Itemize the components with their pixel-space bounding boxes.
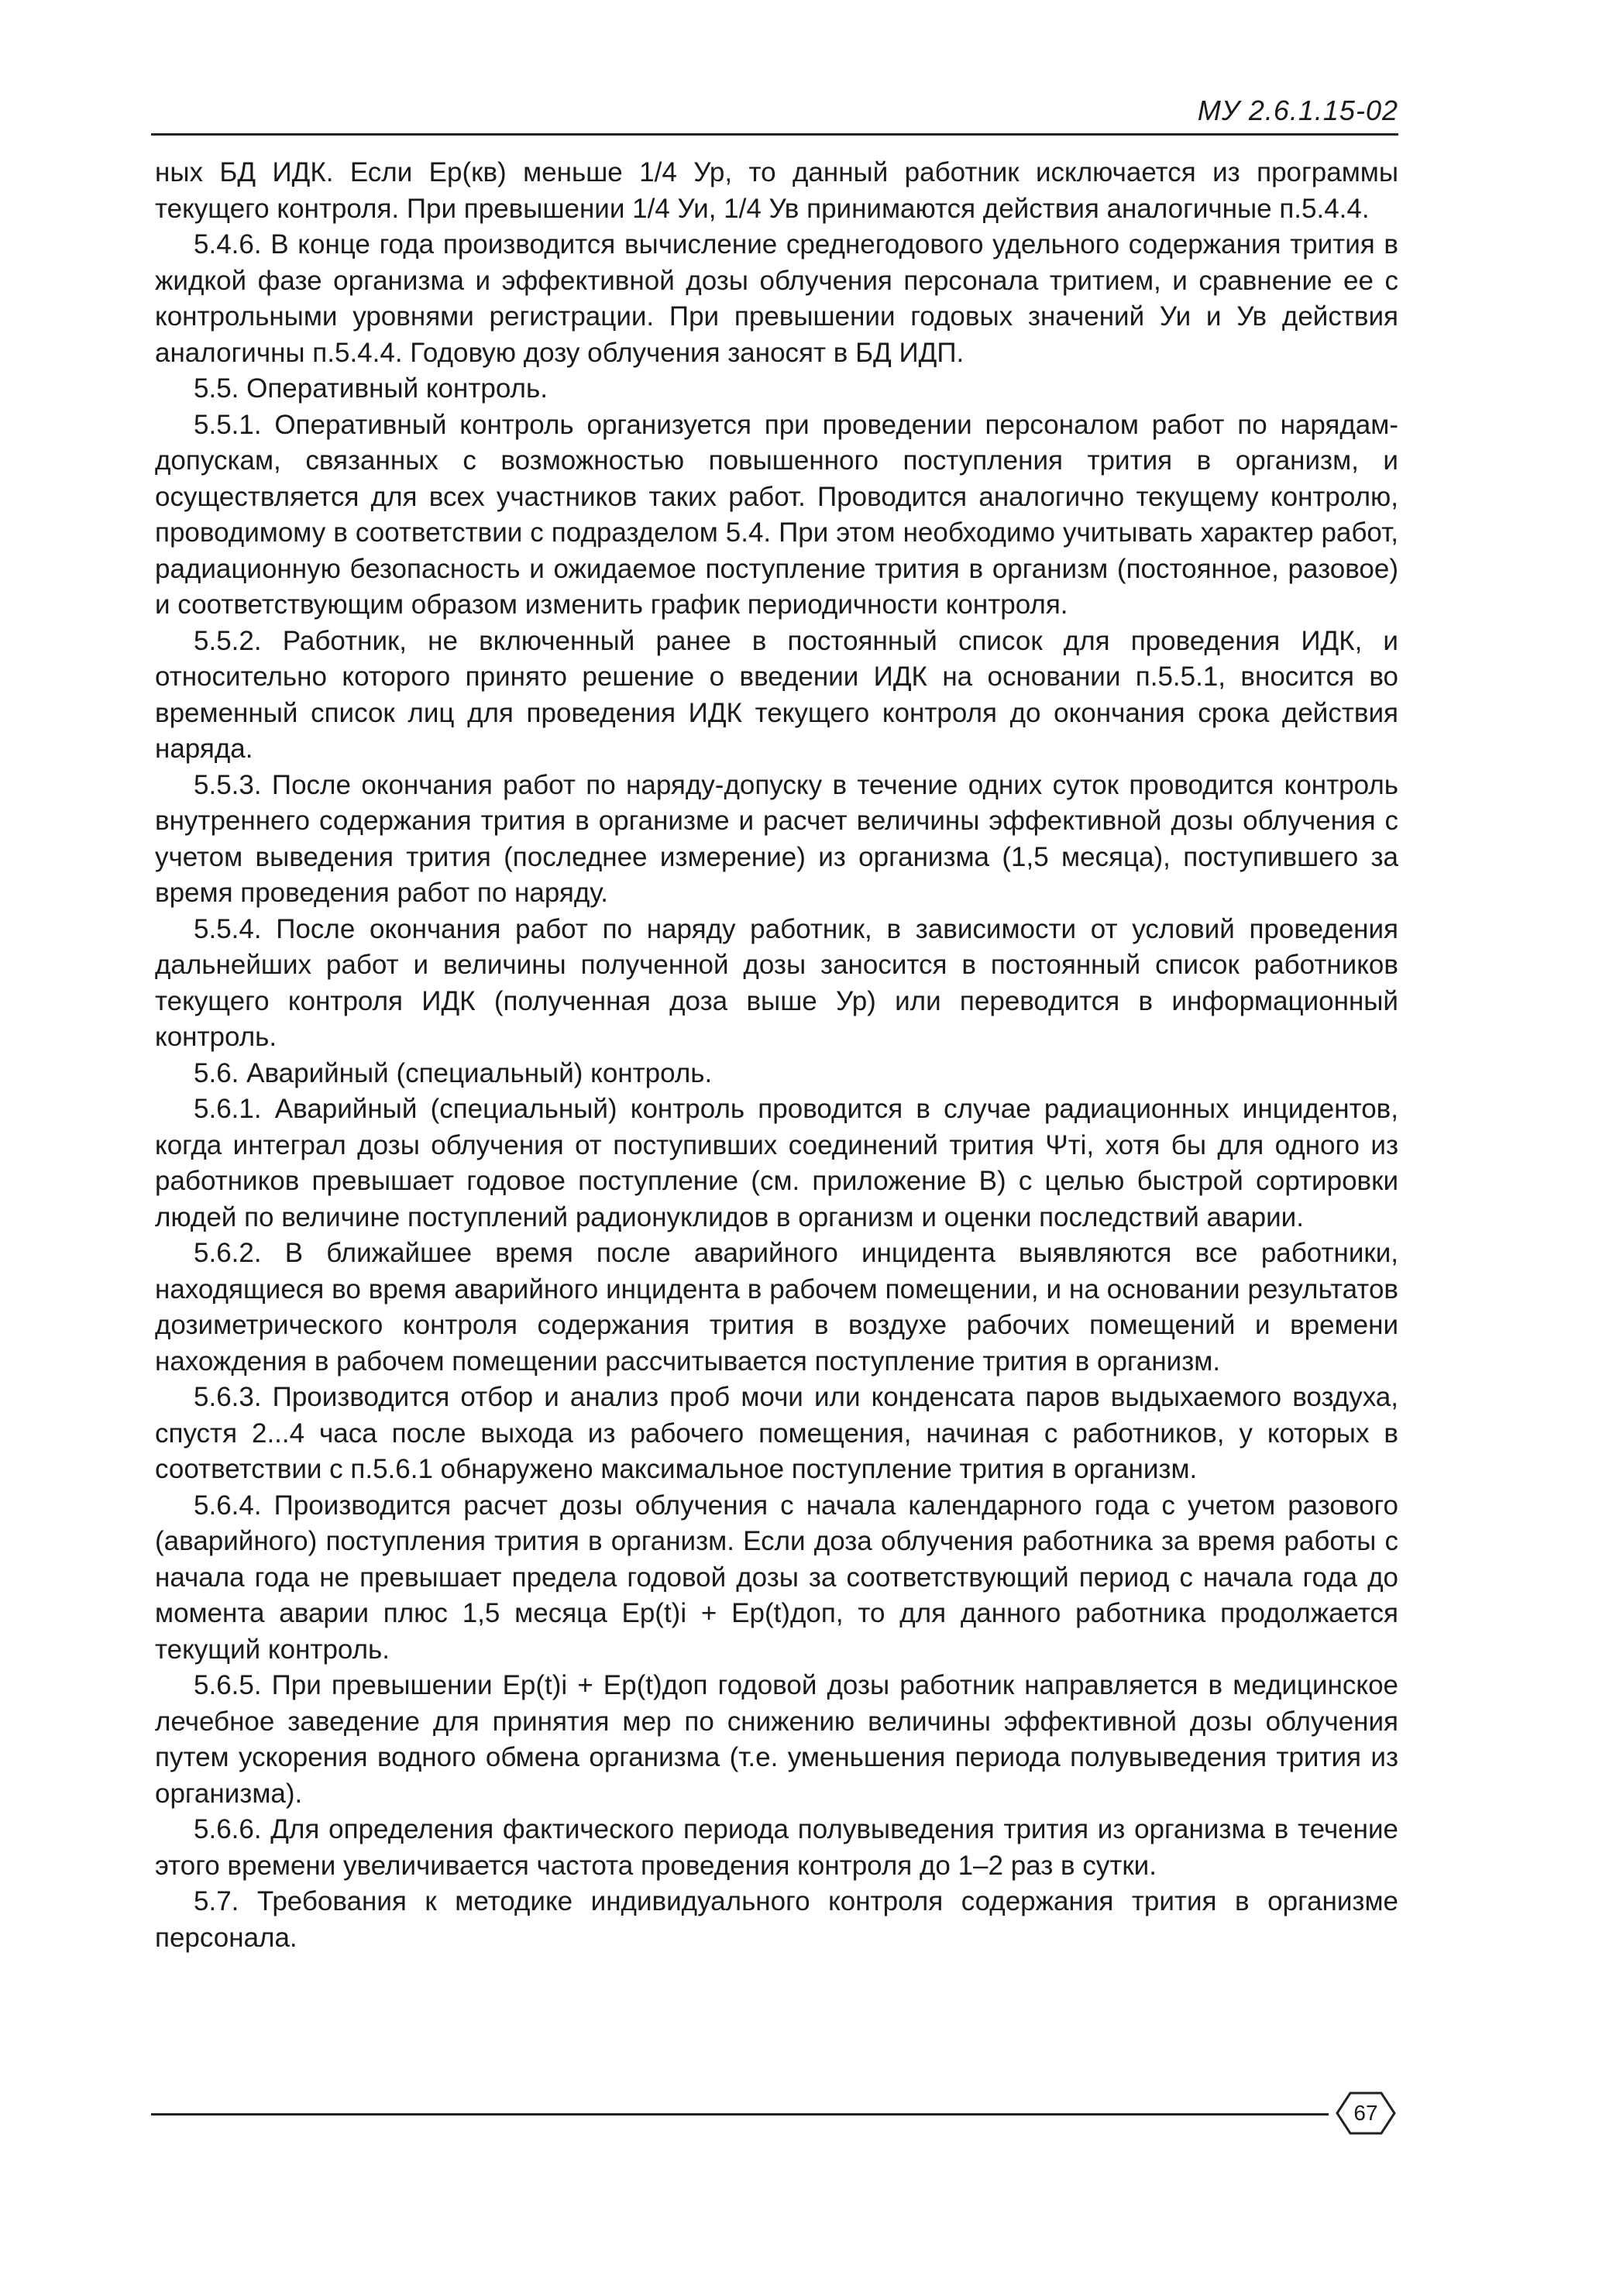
footer-rule <box>151 2113 1329 2116</box>
section-heading: 5.6. Аварийный (специальный) контроль. <box>194 1057 713 1088</box>
paragraph: 5.5.1. Оперативный контроль организуется при проведении персоналом работ по нарядам-допускам, связанных с возможностью повышенного поступления трития в организм, и осуществляется для всех участников таких работ. Проводится аналогично текущему контролю, проводимому в соответствии с подразделом 5.4. При этом необходимо учитывать характер работ, радиационную безопасность и ожидаемое поступление трития в организм (постоянное, разовое) и соответствующим образом изменить график периодичности контроля. <box>155 409 1398 620</box>
page-number: 67 <box>1353 2101 1378 2125</box>
paragraph: 5.7. Требования к методике индивидуального контроля содержания трития в организме персонала. <box>155 1886 1398 1953</box>
document-body <box>155 155 1398 1956</box>
paragraph: ных БД ИДК. Если Eр(кв) меньше 1/4 Ур, то данный работник исключается из программы текущего контроля. При превышении 1/4 Уи, 1/4 Ув принимаются действия аналогичные п.5.4.4. <box>155 157 1398 224</box>
paragraph: 5.4.6. В конце года производится вычисление среднегодового удельного содержания трития в жидкой фазе организма и эффективной дозы облучения персонала тритием, и сравнение ее с контрольными уровнями регистрации. При превышении годовых значений Уи и Ув действия аналогичны п.5.4.4. Годовую дозу облучения заносят в БД ИДП. <box>155 229 1398 368</box>
paragraph: 5.6.5. При превышении Eр(t)i + Eр(t)доп годовой дозы работник направляется в медицинское лечебное заведение для принятия мер по снижению величины эффективной дозы облучения путем ускорения водного обмена организма (т.е. уменьшения периода полувыведения трития из организма). <box>155 1670 1398 1809</box>
paragraph: 5.6.3. Производится отбор и анализ проб мочи или конденсата паров выдыхаемого воздуха, спустя 2...4 часа после выхода из рабочего помещения, начиная с работников, у которых в соответствии с п.5.6.1 обнаружено максимальное поступление трития в организм. <box>155 1382 1398 1484</box>
section-heading: 5.5. Оперативный контроль. <box>194 373 548 404</box>
paragraph: 5.6.1. Аварийный (специальный) контроль проводится в случае радиационных инцидентов, когда интеграл дозы облучения от поступивших соединений трития Ψтi, хотя бы для одного из работников превышает годовое поступление (см. приложение В) с целью быстрой сортировки людей по величине поступлений радионуклидов в организм и оценки последствий аварии. <box>155 1094 1398 1232</box>
paragraph: 5.6.6. Для определения фактического периода полувыведения трития из организма в течение этого времени увеличивается частота проведения контроля до 1–2 раз в сутки. <box>155 1814 1398 1881</box>
document-code: МУ 2.6.1.15-02 <box>1197 95 1398 126</box>
paragraph: 5.5.4. После окончания работ по наряду работник, в зависимости от условий проведения дальнейших работ и величины полученной дозы заносится в постоянный список работников текущего контроля ИДК (полученная доза выше Ур) или переводится в информационный контроль. <box>155 913 1398 1052</box>
paragraph: 5.6.2. В ближайшее время после аварийного инцидента выявляются все работники, находящиеся во время аварийного инцидента в рабочем помещении, и на основании результатов дозиметрического контроля содержания трития в воздухе рабочих помещений и времени нахождения в рабочем помещении рассчитывается поступление трития в организм. <box>155 1238 1398 1377</box>
paragraph: 5.5.2. Работник, не включенный ранее в постоянный список для проведения ИДК, и относительно которого принято решение о введении ИДК на основании п.5.5.1, вносится во временный список лиц для проведения ИДК текущего контроля до окончания срока действия наряда. <box>155 625 1398 764</box>
page-number-badge <box>1331 2082 1401 2144</box>
header-rule <box>151 133 1398 136</box>
paragraph: 5.5.3. После окончания работ по наряду-допуску в течение одних суток проводится контроль внутреннего содержания трития в организме и расчет величины эффективной дозы облучения с учетом выведения трития (последнее измерение) из организма (1,5 месяца), поступившего за время проведения работ по наряду. <box>155 769 1398 908</box>
paragraph: 5.6.4. Производится расчет дозы облучения с начала календарного года с учетом разового (аварийного) поступления трития в организм. Если доза облучения работника за время работы с начала года не превышает предела годовой дозы за соответствующий период с начала года до момента аварии плюс 1,5 месяца Eр(t)i + Eр(t)доп, то для данного работника продолжается текущий контроль. <box>155 1490 1398 1665</box>
